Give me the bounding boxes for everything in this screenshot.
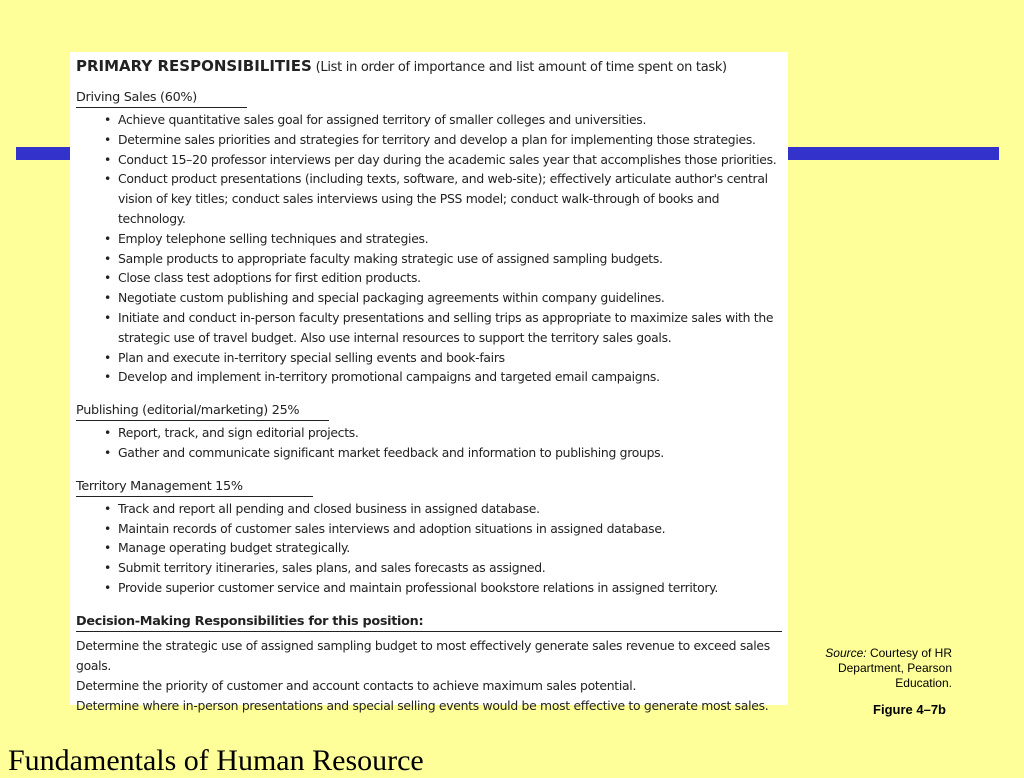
list-item: • Develop and implement in-territory promotional campaigns and targeted email campaigns. (76, 367, 782, 387)
bullet-list (76, 499, 782, 598)
job-description-figure (70, 52, 788, 713)
source-caption (796, 646, 952, 691)
list-item: • Conduct product presentations (including texts, software, and web-site); effectively articulate author's central vision of key titles; conduct sales interviews using the PSS model; conduct walk-through of books and technology. (76, 169, 782, 228)
section-publishing (76, 401, 782, 463)
section-driving-sales (76, 88, 782, 387)
list-item: • Close class test adoptions for first edition products. (76, 268, 782, 288)
list-item: • Conduct 15–20 professor interviews per day during the academic sales year that accomplishes those priorities. (76, 150, 782, 170)
list-item: • Provide superior customer service and maintain professional bookstore relations in assigned territory. (76, 578, 782, 598)
doc-header (76, 56, 782, 78)
list-item: • Plan and execute in-territory special selling events and book-fairs (76, 348, 782, 368)
bullet-list (76, 423, 782, 463)
accent-bar-right (786, 147, 999, 160)
header-note: (List in order of importance and list amount of time spent on task) (315, 60, 727, 75)
section-decision-making (76, 612, 782, 716)
section-title: Driving Sales (60%) (76, 88, 247, 108)
list-item: • Track and report all pending and closed business in assigned database. (76, 499, 782, 519)
decision-line: Determine the priority of customer and account contacts to achieve maximum sales potential. (76, 677, 637, 693)
list-item: • Maintain records of customer sales interviews and adoption situations in assigned database. (76, 519, 782, 539)
list-item: • Employ telephone selling techniques and strategies. (76, 229, 782, 249)
section-title: Publishing (editorial/marketing) 25% (76, 401, 329, 421)
section-territory-management (76, 477, 782, 598)
list-item: • Report, track, and sign editorial projects. (76, 423, 782, 443)
footer-title: Fundamentals of Human Resource (8, 744, 424, 777)
section-title: Decision-Making Responsibilities for this position: (76, 612, 782, 632)
source-text: Courtesy of HR Department, Pearson Education. (837, 646, 952, 690)
bullet-list (76, 110, 782, 387)
section-title: Territory Management 15% (76, 477, 313, 497)
list-item: • Negotiate custom publishing and special packaging agreements within company guidelines. (76, 288, 782, 308)
decision-line: Determine the strategic use of assigned sampling budget to most effectively generate sales revenue to exceed sales goals. (76, 637, 770, 673)
list-item: • Achieve quantitative sales goal for assigned territory of smaller colleges and universities. (76, 110, 782, 130)
list-item: • Submit territory itineraries, sales plans, and sales forecasts as assigned. (76, 558, 782, 578)
decision-lines (76, 636, 782, 716)
list-item: • Initiate and conduct in-person faculty presentations and selling trips as appropriate to maximize sales with the strategic use of travel budget. Also use internal resources to support the territory sales goals. (76, 308, 782, 348)
list-item: • Manage operating budget strategically. (76, 538, 782, 558)
list-item: • Determine sales priorities and strategies for territory and develop a plan for implementing those strategies. (76, 130, 782, 150)
source-label: Source: (825, 646, 867, 660)
list-item: • Gather and communicate significant market feedback and information to publishing groups. (76, 443, 782, 463)
decision-line: Determine where in-person presentations and special selling events would be most effective to generate most sales. (76, 697, 769, 713)
list-item: • Sample products to appropriate faculty making strategic use of assigned sampling budgets. (76, 249, 782, 269)
accent-bar-left (16, 147, 74, 160)
figure-label: Figure 4–7b (873, 702, 946, 717)
header-title: PRIMARY RESPONSIBILITIES (76, 57, 312, 75)
